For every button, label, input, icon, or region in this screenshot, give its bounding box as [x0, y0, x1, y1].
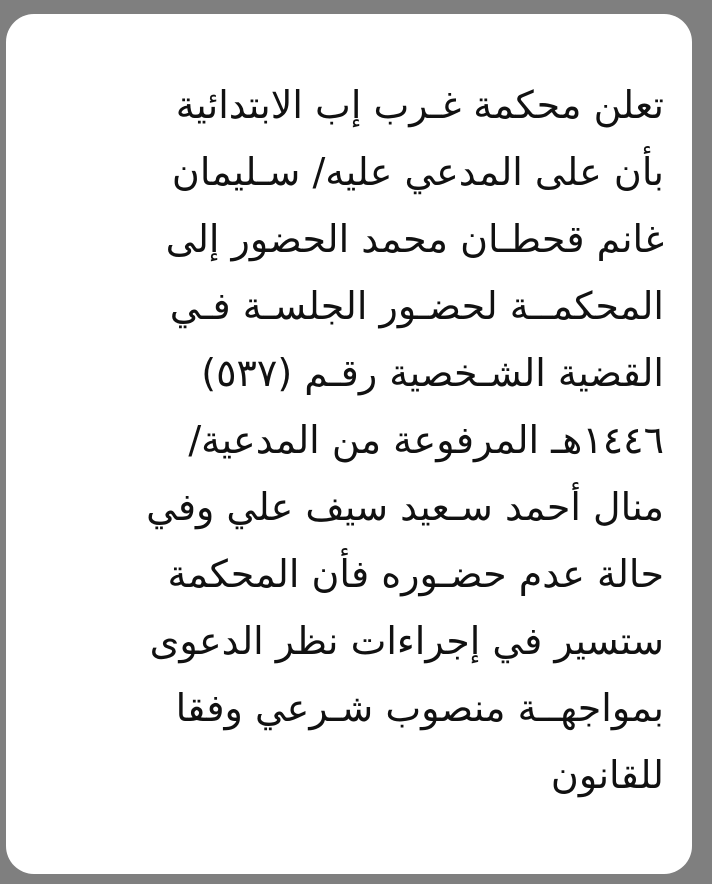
notice-line-9: ستسير في إجراءات نظر الدعوى — [149, 619, 664, 663]
notice-line-7: منال أحمد سـعيد سيف علي وفي — [146, 485, 664, 529]
notice-line-5: القضية الشـخصية رقـم (٥٣٧) — [201, 351, 664, 395]
notice-line-6: ١٤٤٦هـ المرفوعة من المدعية/ — [188, 418, 664, 462]
notice-line-11: للقانون — [550, 753, 664, 797]
court-notice-text — [28, 72, 664, 809]
notice-line-1: تعلن محكمة غـرب إب الابتدائية — [175, 83, 664, 127]
notice-line-4: المحكمــة لحضـور الجلسـة فـي — [169, 284, 664, 328]
notice-line-2: بأن على المدعي عليه/ سـليمان — [171, 150, 664, 194]
notice-line-8: حالة عدم حضـوره فأن المحكمة — [167, 552, 664, 596]
notice-line-10: بمواجهــة منصوب شـرعي وفقا — [175, 686, 664, 730]
notice-line-3: غانم قحطـان محمد الحضور إلى — [165, 217, 664, 261]
announcement-card — [6, 14, 692, 874]
